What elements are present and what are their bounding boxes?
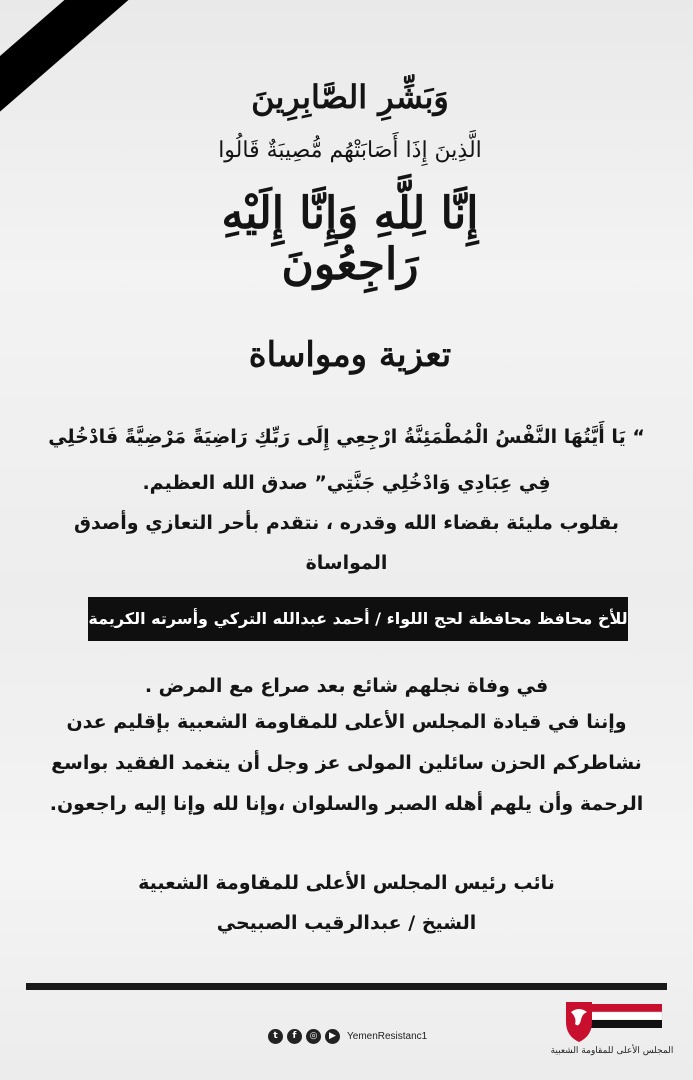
condolence-heading: تعزية ومواساة — [248, 335, 452, 375]
mourning-ribbon — [0, 0, 203, 152]
flag-black-stripe — [590, 1020, 662, 1028]
condolence-line-2: المواساة — [305, 552, 388, 574]
social-links — [268, 1027, 427, 1045]
verse-calligraphy-b: الَّذِينَ إِذَا أَصَابَتْهُم مُّصِيبَةٌ قَالُوا — [218, 138, 482, 163]
flag-white-stripe — [590, 1012, 662, 1020]
signature-name: الشيخ / عبدالرقيب الصبيحي — [216, 912, 477, 934]
logo-caption: المجلس الأعلى للمقاومة الشعبية — [550, 1046, 674, 1056]
facebook-icon[interactable]: f — [287, 1029, 302, 1044]
verse-calligraphy-a: وَبَشِّرِ الصَّابِرِينَ — [251, 78, 449, 116]
condolence-line-1: بقلوب مليئة بقضاء الله وقدره ، نتقدم بأحر التعازي وأصدق — [73, 512, 620, 534]
youtube-icon[interactable]: ▶ — [325, 1029, 340, 1044]
twitter-icon[interactable]: t — [268, 1029, 283, 1044]
message-line-3: نشاطركم الحزن سائلين المولى عز وجل أن يتغمد الفقيد بواسع — [51, 752, 642, 774]
instagram-icon[interactable]: ◎ — [306, 1029, 321, 1044]
quran-verse-line-1: “ يَا أَيَّتُهَا النَّفْسُ الْمُطْمَئِنَّةُ ارْجِعِي إِلَى رَبِّكِ رَاضِيَةً مَرْضِيَّةً فَادْخُلِي — [48, 426, 645, 448]
message-line-1: في وفاة نجلهم شائع بعد صراع مع المرض . — [144, 675, 549, 697]
message-line-4: الرحمة وأن يلهم أهله الصبر والسلوان ،وإنا لله وإنا إليه راجعون. — [49, 793, 644, 815]
recipient-banner: للأخ محافظ محافظة لحج اللواء / أحمد عبدالله التركي وأسرته الكريمة — [88, 597, 628, 641]
verse-calligraphy-c: إِنَّا لِلَّهِ وَإِنَّا إِلَيْهِ رَاجِعُونَ — [221, 188, 479, 290]
signature-title: نائب رئيس المجلس الأعلى للمقاومة الشعبية — [138, 872, 555, 894]
flag-red-stripe — [590, 1004, 662, 1012]
social-handle: YemenResistanc1 — [347, 1030, 428, 1042]
footer-divider — [26, 983, 667, 990]
message-line-2: وإننا في قيادة المجلس الأعلى للمقاومة الشعبية بإقليم عدن — [66, 711, 627, 733]
quran-verse-line-2: فِي عِبَادِي وَادْخُلِي جَنَّتِي” صدق الله العظيم. — [142, 472, 551, 494]
